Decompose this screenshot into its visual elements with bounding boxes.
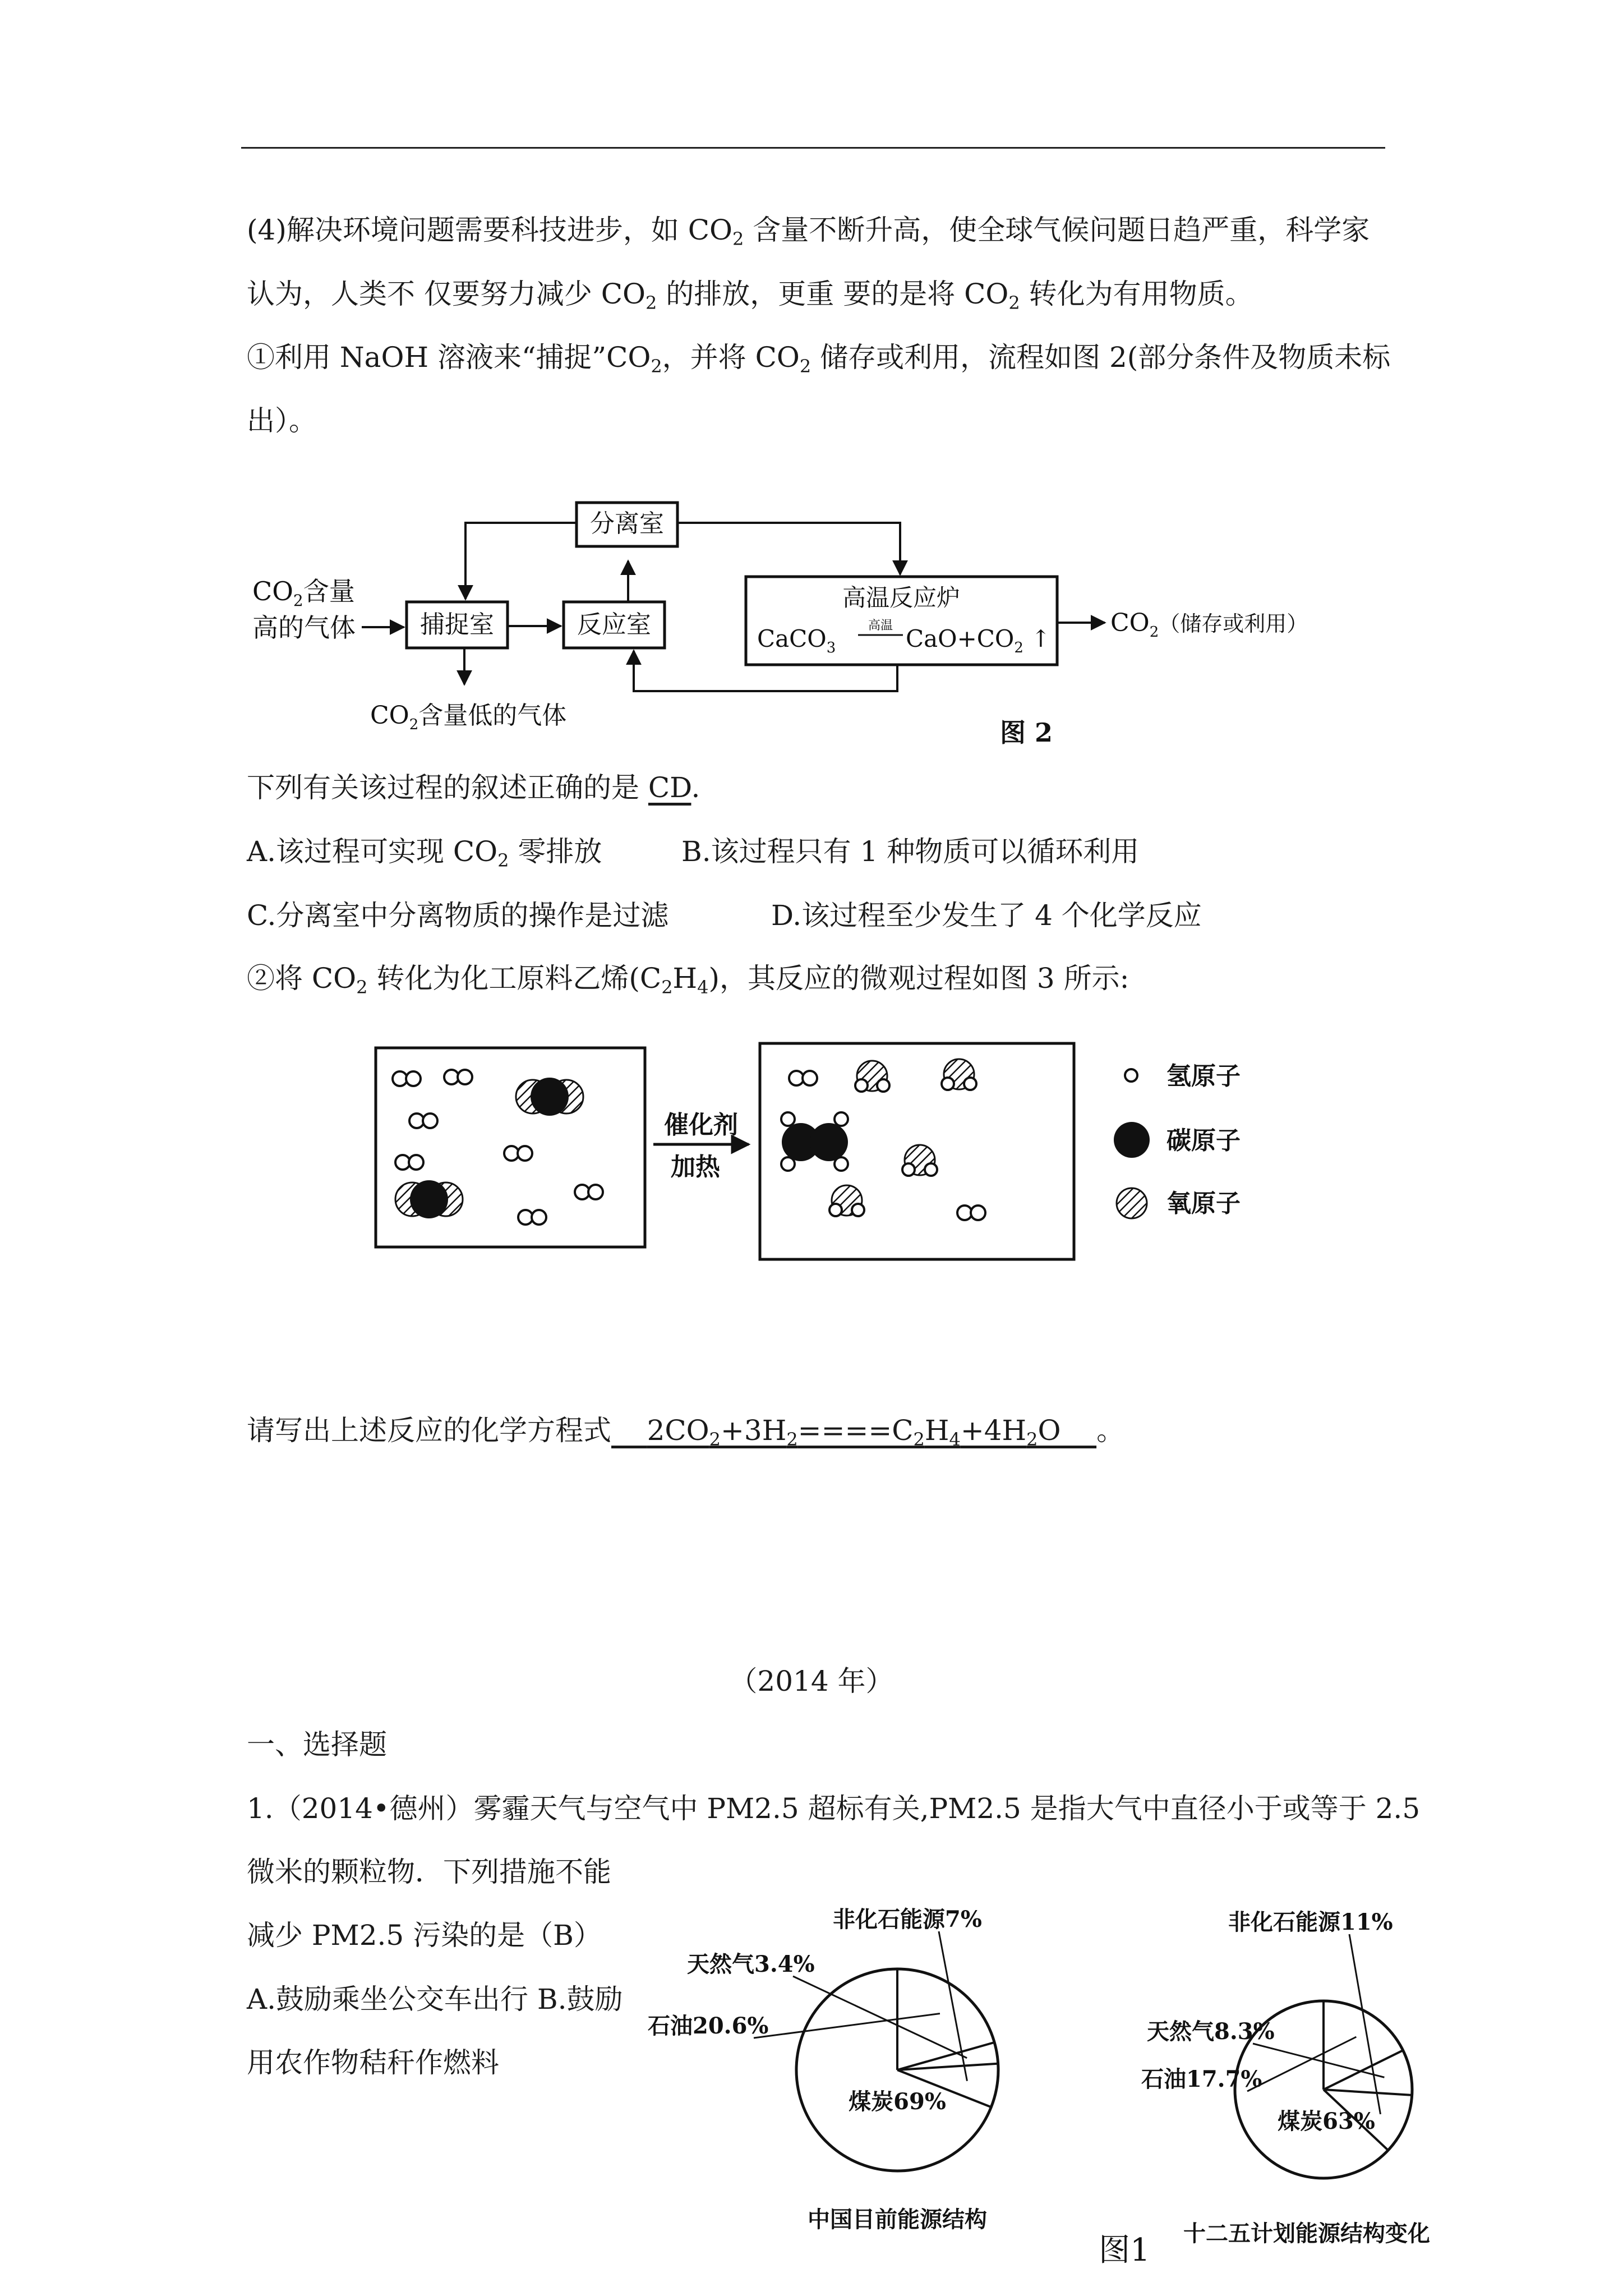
figure-1-caption: 图1 <box>1099 2232 1150 2269</box>
mcq-answer: CD <box>648 771 691 804</box>
question-1-line-2: 微米的颗粒物．下列措施不能 <box>247 1856 611 1888</box>
furnace-equation-left: CaCO$_3$ <box>757 625 836 656</box>
legend-oxygen-symbol <box>1117 1188 1147 1218</box>
pie-title: 十二五计划能源结构变化 <box>1183 2220 1430 2247</box>
capture-chamber-label: 捕捉室 <box>420 610 494 639</box>
figure-2-flow-diagram <box>241 482 1385 763</box>
paragraph-line-1: (4)解决环境问题需要科技进步，如 $CO_2$ 含量不断升高，使全球气候问题日趋严重，科学家 <box>247 214 1370 250</box>
low-gas-label: $CO_2$含量低的气体 <box>370 701 567 733</box>
pie-label-石油: 石油17.7% <box>1141 2066 1262 2092</box>
furnace-title: 高温反应炉 <box>842 584 961 611</box>
equation-line: 请写出上述反应的化学方程式 $2CO_2+3H_2====C_2H_4+4H_2O$ 。 <box>247 1414 1125 1450</box>
pie-label-煤炭: 煤炭63% <box>1278 2108 1375 2134</box>
pie-chart-plan-energy <box>1141 1909 1430 2247</box>
reactant-co2-molecule-1 <box>516 1078 583 1116</box>
product-water-molecules <box>829 1059 976 1216</box>
product-ethylene-molecule <box>781 1112 848 1171</box>
paragraph-line-2: 认为，人类不 仅要努力减少 $CO_2$ 的排放，更重 要的是将 $CO_2$ 转化为有用物质。 <box>247 278 1253 314</box>
part-2-intro: ②将 $CO_2$ 转化为化工原料乙烯$(C_2H_4)$，其反应的微观过程如图 3 所示: <box>247 962 1129 998</box>
option-d: D.该过程至少发生了 4 个化学反应 <box>771 899 1202 932</box>
equation-answer: $2CO_2+3H_2====C_2H_4+4H_2O$ <box>647 1414 1061 1450</box>
legend-hydrogen-symbol <box>1125 1069 1137 1082</box>
pie-label-天然气: 天然气8.3% <box>1147 2018 1275 2045</box>
reaction-chamber-label: 反应室 <box>577 610 651 639</box>
paragraph-line-3: ①利用 NaOH 溶液来“捕捉$”CO_2$，并将 $CO_2$ 储存或利用，流程如图 2(部分条件及物质未标 <box>247 341 1391 377</box>
legend-carbon-label: 碳原子 <box>1166 1126 1241 1155</box>
question-1-line-1: 1.（2014•德州）雾霾天气与空气中 PM2.5 超标有关,PM2.5 是指大气中直径小于或等于 2.5 <box>247 1792 1421 1825</box>
figure-1-pie-charts <box>648 1890 1453 2272</box>
option-b: B.该过程只有 1 种物质可以循环利用 <box>681 835 1140 868</box>
pie-label-煤炭: 煤炭69% <box>849 2088 946 2115</box>
pie-label-石油: 石油20.6% <box>648 2013 769 2039</box>
header-rule <box>241 147 1385 149</box>
heating-label: 加热 <box>671 1153 720 1181</box>
pie-label-非化石能源: 非化石能源11% <box>1228 1909 1393 1935</box>
arrow-furnace-to-reaction <box>634 651 897 691</box>
catalyst-label: 催化剂 <box>664 1111 738 1139</box>
separation-chamber-label: 分离室 <box>590 509 664 538</box>
output-label: $CO_2$（储存或利用） <box>1110 609 1308 641</box>
pie-label-天然气: 天然气3.4% <box>687 1951 815 1977</box>
pie-title: 中国目前能源结构 <box>808 2206 987 2233</box>
section-heading: 一、选择题 <box>247 1728 387 1761</box>
mcq-stem: 下列有关该过程的叙述正确的是 CD. <box>247 771 700 804</box>
legend-hydrogen-label: 氢原子 <box>1166 1062 1241 1091</box>
legend-oxygen-label: 氧原子 <box>1166 1189 1241 1218</box>
reactant-co2-molecule-2 <box>395 1180 463 1218</box>
question-1-line-5: 用农作物秸秆作燃料 <box>247 2046 499 2079</box>
year-heading: （2014 年） <box>729 1665 894 1697</box>
furnace-condition: 高温 <box>868 619 893 633</box>
pie-label-非化石能源: 非化石能源7% <box>833 1906 982 1932</box>
option-a: A.该过程可实现 $CO_2$ 零排放 <box>247 835 602 871</box>
legend-carbon-symbol <box>1114 1122 1150 1158</box>
arrow-separation-to-capture <box>465 523 577 599</box>
question-1-line-3: 减少 PM2.5 污染的是（B） <box>247 1919 602 1952</box>
option-c: C.分离室中分离物质的操作是过滤 <box>247 899 669 932</box>
figure-3-reaction-diagram <box>336 1032 1290 1257</box>
pie-chart-current-energy <box>648 1906 998 2233</box>
figure-2-caption: 图 2 <box>999 717 1053 748</box>
input-gas-label: $CO_2$含量 <box>252 576 355 610</box>
paragraph-line-4: 出）。 <box>247 404 317 437</box>
furnace-equation-right: $CaO+CO_2$ ↑ <box>906 625 1051 656</box>
arrow-separation-to-furnace <box>677 523 900 574</box>
question-1-line-4: A.鼓励乘坐公交车出行 B.鼓励 <box>247 1983 623 2016</box>
input-gas-label-2: 高的气体 <box>252 613 356 643</box>
